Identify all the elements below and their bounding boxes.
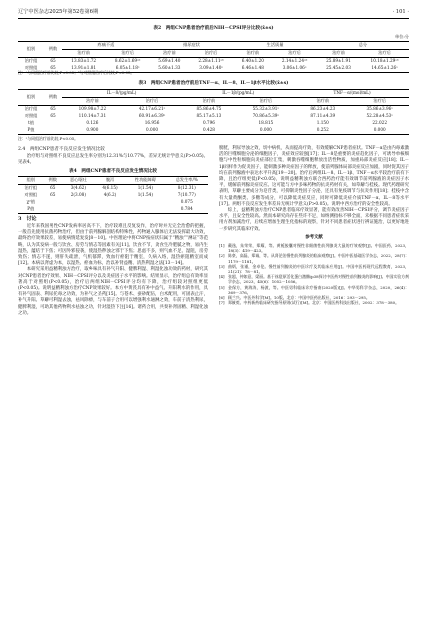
table-cell: 2.28±1.11ᵃᵇ — [198, 58, 224, 64]
reference-number: [6] — [219, 295, 225, 301]
reference-item — [219, 285, 409, 295]
table-row — [18, 199, 208, 206]
table-row — [18, 206, 208, 214]
table-row — [18, 192, 208, 199]
table-cell: 65 — [50, 106, 56, 112]
reference-number: [5] — [219, 284, 225, 290]
table-cell: 1.150 — [316, 120, 329, 126]
table-cell: 13.83±1.72 — [71, 58, 97, 64]
table-cell: 65 — [50, 192, 56, 198]
reference-item — [219, 243, 409, 253]
table-cell: 治疗组 — [24, 185, 38, 191]
table2 — [18, 41, 409, 73]
table-row — [18, 106, 409, 114]
reference-number: [7] — [219, 300, 225, 306]
table3-caption: 表3 两组CNP患者治疗前后TNF－α、IL－8、IL－1β水平比较(x̄±s) — [138, 81, 289, 86]
table-cell — [44, 199, 62, 206]
table-cell: P值 — [27, 206, 35, 212]
discussion-para-3: 膀胱，利尿导浊之效，切中病机，从而提高疗效，有效缓解CNP患者症状。TNF－α是由内毒素激活的巨噬细胞分泌的细胞因子，炎症效应较强[17]；IL－8是重要的炎症趋化因子，可诱导单核细胞与中性粒细胞向炎症部位汇集，刺激吞噬细胞释放出活性物质，加重局部炎症反应[18]；IL－1β同样作为促炎因子，能刺激多种炎症因子的释放，使前列腺体局部炎症反应加剧，同时促其因子均在前列腺液中表达水平升高[19－20]。治疗后两组IL－8、IL－1β、TNF－α水平较治疗前有下降，且治疗组更低(P<0.05)，说明益精利浊方联合西药治疗能有效调节前列腺液的炎症因子水平，缓解前列腺炎症反应。这可能与方中多味药物的抗炎药材有关，如草薢与桂枝。现代药理研究表明，草薢主要成分为皂苷类，可抑制炎性因子分泌，还具有免疫调节与抗炎作用[18]；桂枝中含有大量黄酮类、多糖等成分，可以降低炎症反应，同时可降低炎症介质TNF－α、IL－8等水平[17]。两组不良反应发生率差异无统计学意义(P>0.05)。说明中西方治疗的安全性较高。 — [219, 146, 409, 207]
table-cell: 1(1.54) — [137, 185, 153, 191]
table-cell: 65 — [50, 185, 56, 191]
table-cell: t值 — [28, 120, 34, 126]
t2-subhead: 治疗后 — [288, 50, 301, 56]
table-row — [18, 58, 409, 66]
table-cell: 7(10.77) — [177, 192, 196, 198]
table3-note: 注：ᵃ与同组治疗前比较,P<0.05。 — [18, 136, 79, 141]
table-cell: 52.28±4.53ᵃ — [366, 113, 393, 119]
table4 — [18, 176, 208, 214]
table-cell: 110.14±7.31 — [78, 113, 107, 119]
table-cell: 25.89±1.91 — [326, 58, 351, 64]
reference-number: [4] — [219, 274, 225, 280]
t2-subhead: 治疗前 — [163, 50, 176, 56]
table-row — [18, 120, 409, 127]
t4-head: 总发生率/% — [175, 177, 198, 183]
table-cell: 13.91±1.81 — [71, 65, 97, 71]
table-cell: 治疗组 — [24, 106, 38, 112]
table-cell: 86.23±4.23 — [310, 106, 336, 112]
references-heading: 参考文献 — [305, 234, 323, 240]
table-cell: 5.60±1.33 — [158, 65, 181, 71]
table-cell: 65 — [50, 58, 56, 64]
table-cell: 4(6.15) — [102, 185, 118, 191]
table-cell — [125, 199, 165, 206]
t2-subhead: 治疗前 — [332, 50, 345, 56]
table-cell — [44, 206, 62, 214]
reference-item — [219, 253, 409, 263]
table-cell: 5.69±1.40 — [158, 58, 181, 64]
table-cell: 2.14±1.24ᵃᵇ — [281, 58, 308, 64]
table4-caption: 表4 两组CNP患者不良反应发生情况比较 — [68, 168, 157, 174]
t2-head-urination: 排尿症状 — [150, 42, 233, 50]
table-cell — [62, 206, 95, 214]
t4-head: 恶心呕吐 — [69, 177, 87, 183]
table-cell: 0.000 — [146, 127, 159, 133]
t3-head-il1b: IL－1β/(pg/mL) — [181, 90, 295, 98]
reference-list — [219, 243, 409, 305]
section-2-4-heading: 2.4 两组CNP患者不良反应发生情况比较 — [18, 147, 105, 152]
table-cell: 0.428 — [202, 127, 215, 133]
table-cell: 16.956 — [144, 120, 160, 126]
table2-caption: 表2 两组CNP患者治疗前后NIH－CPSI评分比较(x̄±s) — [153, 26, 274, 31]
left-column — [18, 146, 208, 317]
t2-subhead: 治疗前 — [77, 50, 90, 56]
table-cell: 109.98±7.22 — [78, 106, 107, 112]
table-cell: 治疗组 — [24, 58, 38, 64]
table-cell: 55.32±3.91ᵃ — [252, 106, 280, 112]
reference-number: [3] — [219, 263, 225, 269]
table-cell — [44, 127, 62, 135]
reference-item — [219, 300, 409, 305]
table-cell: 0.075 — [180, 199, 193, 205]
table-cell: 0.796 — [202, 120, 215, 126]
t3-subhead: 治疗后 — [145, 98, 159, 104]
table-cell: 8.62±1.69ᵃᵇ — [114, 58, 141, 64]
table3 — [18, 89, 409, 135]
table-cell — [125, 206, 165, 214]
t2-head-group: 组别 — [18, 42, 44, 58]
table-row — [18, 184, 208, 192]
reference-text: 曲炳，张谨，金卓伦。慢性前列腺炎的中医诊疗及其临床应用[J]。中国中医药现代远程教育，2023，21(21)：78－81。 — [228, 263, 409, 275]
conclusion-para: 综上，益精利浊方治疗CNP患者临床疗效显著，能有效改善NIH－CPSI评分，调节炎症因子水平，且安全性较高。然而本研究尚存在些许不足，如纳测指标不够全面，未根据不同患者症状采用方剂加减治疗，后续应增加生理生化指标的观察，针对不同患者症状进行辨证施治，以更好地进一步研究其临床疗效。 — [219, 208, 409, 232]
reference-text: 金保方，黄海涛，杨波，等。中医男科临床诊疗指南(2020版)[J]。中华男科学杂志，2020，26(4)：369－376。 — [228, 284, 409, 295]
table-cell: 0.252 — [316, 127, 329, 133]
t4-head: 例数 — [48, 177, 57, 183]
page-number: · 101 · — [392, 9, 409, 15]
table-row — [18, 127, 409, 135]
table-cell: 2(3.08) — [70, 192, 86, 198]
t4-head: 组别 — [26, 177, 35, 183]
reference-text: 郑筱萸。中药新药临床研究指导原则(试行)[M]。北京：中国医药科技出版社，2002：378－380。 — [228, 300, 399, 306]
table-cell: 10.18±1.29ᵃᵇ — [370, 58, 399, 64]
reference-text: 顾兰兴。中医外科学[M]。10版。北京：中国中医药出版社，2016：293－295。 — [228, 295, 370, 301]
reference-text: 戴逸，朱荣荣，郑耀，等。黄栀胶囊对慢性非细菌性前列腺炎大鼠的疗效观察[J]。中国医药，2023，18(3)：419－423。 — [228, 243, 409, 254]
table-cell: 18.815 — [258, 120, 274, 126]
table-cell — [62, 199, 95, 206]
table-cell: 42.17±6.21ᵃ — [138, 106, 166, 112]
t2-subhead: 治疗后 — [378, 50, 391, 56]
reference-number: [2] — [219, 253, 225, 259]
t2-head-count: 例数 — [44, 42, 62, 58]
section-3-heading: 3 讨论 — [18, 215, 37, 222]
table-cell: 对照组 — [24, 192, 38, 198]
reference-text: 张超，仲如意，梁丽。基于丝裂原活化蛋白激酶/p38探讨中医药对慢性前列腺炎的影响[J]。中国实验方剂学杂志，2023，45(6)：1052－1056。 — [228, 274, 409, 285]
table-cell: 1(1.54) — [137, 192, 153, 198]
t4-head: 性功能障碍 — [134, 177, 156, 183]
table-cell — [95, 206, 125, 214]
table-cell: 对照组 — [24, 113, 38, 119]
table-cell: 65 — [50, 113, 56, 119]
table-cell: 0.000 — [259, 127, 272, 133]
t4-head: 腹泻 — [105, 177, 115, 183]
table-cell: 70.86±5.39ᵃ — [252, 113, 280, 119]
table-cell: 6.05±1.18ᵃ — [115, 65, 140, 71]
t2-head-total: 总分 — [317, 42, 409, 50]
t3-head-tnf: TNF－α/(mol/mL) — [295, 90, 409, 98]
table-cell: 14.65±1.26ᵃ — [371, 65, 398, 71]
table-cell: 0.900 — [86, 127, 99, 133]
table-cell: 8(12.31) — [177, 185, 196, 191]
t2-subhead: 治疗后 — [204, 50, 218, 56]
reference-item — [219, 274, 409, 284]
table2-unit: 单位:分 — [395, 34, 409, 39]
discussion-para-2: 本研究采用益精利浊方治疗，取乡味具有补气升阳、健脾利湿、利湿化浊功效的药材，研究其对CNP患者治疗效果、NIH－CPSI评分以及炎症因子水平的影响。结果显示，治疗组总有效率显著高于对照组(P<0.05)，治疗后两组NIH－CPSI评分均有下降，治疗组较对照组更低(P<0.05)。说明益精利浊方治疗CNP效果较好。本方中黄芪具有补中益气、升阳利水的作用，具有补气固表、利尿托毒之功效，为补气之圣药[15]。与苍术、蚕砂配伍，白术配用，可固表止汗，补气升阳。草薢可利湿去浊，祛风除痹，与车前子合用可以增强利水通淋之效，车前子清热利尿，健脾利湿，可助其他药物利水祛浊之功，针对湿热下注[16]。诸药合用，共奏补肾固精、利湿化浊之功。 — [18, 267, 208, 316]
table-cell: 0.000 — [373, 127, 386, 133]
table-cell: 35.86±3.96ᵃ — [366, 106, 393, 112]
t3-head-il8: IL－8/(pg/mL) — [62, 90, 181, 98]
table-cell: 85.17±5.13 — [196, 113, 222, 119]
table-cell: 87.11±4.39 — [310, 113, 336, 119]
running-header — [18, 6, 409, 19]
reference-number: [1] — [219, 243, 225, 249]
table-cell: 22.022 — [372, 120, 388, 126]
right-column — [219, 146, 409, 305]
table-cell — [44, 120, 62, 127]
t2-subhead: 治疗前 — [246, 50, 260, 56]
table-cell: 0.126 — [86, 120, 99, 126]
t2-head-quality: 生活质量 — [233, 42, 316, 50]
reference-item — [219, 264, 409, 274]
table-cell: 65 — [50, 65, 56, 71]
table-cell: 60.91±6.39ᵃ — [138, 113, 166, 119]
journal-name: 辽宁中医杂志2025年第52卷第6期 — [18, 9, 99, 15]
t2-head-pain: 疼痛不适 — [62, 42, 150, 50]
table-cell: 3(4.62) — [70, 185, 86, 191]
t3-subhead: 治疗后 — [259, 98, 273, 104]
t3-subhead: 治疗前 — [86, 98, 99, 104]
table-cell: P值 — [27, 127, 35, 133]
table-cell: 6.40±1.20 — [241, 58, 264, 64]
table-cell: 3.09±1.40ᵃ — [199, 65, 223, 71]
discussion-para-1: 近年来我国男性CNP发病率居高不下，治疗较难且反复发作，治疗时并无完全治愈的把握，一般首先使用抗菌药物治疗，但由于前列腺解剖结构特殊性，药物通入腺体后无法发挥最大功效，最终治疗效果较差，易使病情延复发[8－10]。中医理论中将CNP按症状归属于“精浊”“淋证”等范畴，认为其发病一般与饮食、房劳与情志等因素有关[11]。饮食不节，贪食生冷肥腻之物，易内生湿热，蕴结于下焦；可因外邪侵袭，使湿热秽浊之邪于下焦；思虑不多，则气血不足、湿阻，房劳致伤；情志不遂，则肝失疏泄，气机郁滞，致血行瘀阻于精室，久病入络，湿热瘀阻精室而成[12]。本病以肾虚为本，以湿热、瘀血为标，治以补肾益精、清热利湿之法[13－14]。 — [18, 224, 208, 267]
section-2-4-text: 治疗组与对照组不良反应总发生率分别为12.31%与10.77%，差异无统计学意义(P>0.05)。见表4。 — [18, 154, 208, 166]
t3-head-group: 组别 — [18, 90, 44, 106]
table-cell: 0.784 — [180, 206, 193, 212]
t3-subhead: 治疗前 — [202, 98, 216, 104]
t3-head-count: 例数 — [44, 90, 62, 106]
table-row — [18, 113, 409, 120]
table-cell: 对照组 — [24, 65, 38, 71]
reference-text: 陈豪，高磊，郑诚，等。从肾论治慢性前列腺炎的临床观察[J]。中国中医基础医学杂志，2022，28(7)：1179－1181。 — [228, 253, 409, 264]
table-cell: 3.06±1.06ᵃ — [282, 65, 307, 71]
t2-subhead: 治疗后 — [121, 50, 134, 56]
table-cell: 25.45±2.03 — [326, 65, 351, 71]
table2-note: 注：ᵃ与同组治疗前比较,P<0.05；ᵇ与对照组治疗后比较,P<0.05。 — [18, 70, 135, 75]
table-cell: χ²值 — [26, 199, 35, 205]
table-cell: 85.86±4.75 — [196, 106, 222, 112]
table-cell: 6.46±1.48 — [241, 65, 264, 71]
t3-subhead: 治疗后 — [373, 98, 386, 104]
table-cell — [95, 199, 125, 206]
table-cell: 4(6.2) — [103, 192, 117, 198]
t3-subhead: 治疗前 — [316, 98, 330, 104]
